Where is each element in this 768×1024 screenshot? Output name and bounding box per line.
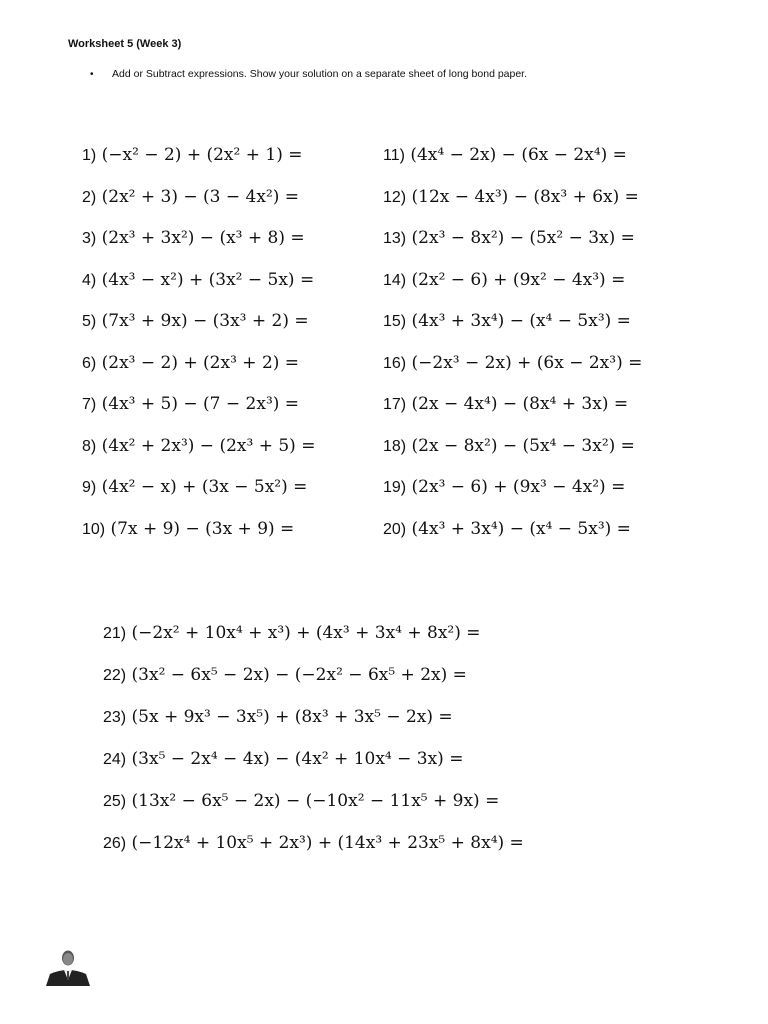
problem-item bbox=[383, 514, 743, 556]
problem-item bbox=[103, 786, 623, 828]
problem-item bbox=[103, 744, 623, 786]
problem-number: 6) bbox=[82, 354, 97, 372]
problem-expression: (−2x² + 10x⁴ + x³) + (4x³ + 3x⁴ + 8x²) = bbox=[131, 623, 481, 643]
problem-number: 13) bbox=[383, 230, 407, 247]
problem-number: 3) bbox=[82, 230, 97, 247]
problems-bottom-column bbox=[103, 618, 623, 870]
problem-expression: (4x² − x) + (3x − 5x²) = bbox=[101, 477, 308, 497]
problem-expression: (2x³ − 8x²) − (5x² − 3x) = bbox=[411, 228, 635, 248]
problem-item bbox=[383, 306, 743, 348]
problem-number: 9) bbox=[82, 479, 97, 496]
problem-number: 11) bbox=[383, 147, 405, 164]
problem-expression: (4x³ + 5) − (7 − 2x³) = bbox=[101, 394, 300, 414]
problems-right-column bbox=[383, 140, 743, 555]
instruction bbox=[90, 68, 527, 80]
problem-item bbox=[82, 182, 412, 224]
problem-item bbox=[383, 348, 743, 390]
problems-left-column bbox=[82, 140, 412, 555]
problem-expression: (5x + 9x³ − 3x⁵) + (8x³ + 3x⁵ − 2x) = bbox=[131, 707, 453, 727]
problem-number: 15) bbox=[383, 313, 407, 330]
problem-expression: (4x³ + 3x⁴) − (x⁴ − 5x³) = bbox=[411, 518, 631, 539]
problem-expression: (7x³ + 9x) − (3x³ + 2) = bbox=[101, 311, 309, 331]
problem-number: 24) bbox=[103, 751, 127, 768]
problem-expression: (3x² − 6x⁵ − 2x) − (−2x² − 6x⁵ + 2x) = bbox=[131, 665, 467, 685]
bullet-icon: • bbox=[90, 68, 94, 80]
problem-item bbox=[82, 265, 412, 307]
problem-number: 19) bbox=[383, 479, 407, 496]
problem-number: 26) bbox=[103, 835, 127, 852]
problem-item bbox=[103, 828, 623, 870]
problem-expression: (4x⁴ − 2x) − (6x − 2x⁴) = bbox=[410, 145, 627, 165]
problem-expression: (2x² − 6) + (9x² − 4x³) = bbox=[411, 269, 626, 290]
problem-item bbox=[383, 265, 743, 307]
problem-expression: (4x³ + 3x⁴) − (x⁴ − 5x³) = bbox=[411, 311, 631, 331]
problem-item bbox=[383, 182, 743, 224]
problem-expression: (2x² + 3) − (3 − 4x²) = bbox=[101, 186, 300, 207]
author-photo bbox=[44, 948, 92, 986]
problem-expression: (−12x⁴ + 10x⁵ + 2x³) + (14x³ + 23x⁵ + 8x⁴) = bbox=[131, 833, 524, 853]
problem-number: 18) bbox=[383, 437, 407, 455]
problem-number: 8) bbox=[82, 437, 97, 455]
problem-expression: (4x³ − x²) + (3x² − 5x) = bbox=[101, 269, 315, 290]
problem-item bbox=[82, 306, 412, 348]
problem-expression: (2x³ − 2) + (2x³ + 2) = bbox=[101, 352, 300, 373]
problem-item bbox=[103, 660, 623, 702]
worksheet-title: Worksheet 5 (Week 3) bbox=[68, 38, 182, 50]
problem-number: 21) bbox=[103, 625, 127, 642]
problem-expression: (13x² − 6x⁵ − 2x) − (−10x² − 11x⁵ + 9x) = bbox=[131, 791, 500, 811]
problem-item bbox=[383, 140, 743, 182]
problem-number: 22) bbox=[103, 667, 127, 684]
problem-item bbox=[383, 472, 743, 514]
problem-number: 2) bbox=[82, 188, 97, 206]
problem-expression: (4x² + 2x³) − (2x³ + 5) = bbox=[101, 435, 316, 456]
problem-number: 16) bbox=[383, 354, 407, 372]
instruction-text: Add or Subtract expressions. Show your solution on a separate sheet of long bond paper. bbox=[112, 68, 528, 80]
problem-expression: (2x³ + 3x²) − (x³ + 8) = bbox=[101, 228, 305, 248]
problem-number: 25) bbox=[103, 793, 127, 810]
problem-number: 14) bbox=[383, 271, 407, 289]
problem-number: 7) bbox=[82, 396, 97, 413]
problem-expression: (2x − 4x⁴) − (8x⁴ + 3x) = bbox=[411, 394, 629, 414]
problem-number: 12) bbox=[383, 188, 407, 206]
problem-expression: (12x − 4x³) − (8x³ + 6x) = bbox=[411, 186, 639, 207]
problem-number: 1) bbox=[82, 147, 97, 164]
problem-number: 17) bbox=[383, 396, 407, 413]
problem-item bbox=[82, 348, 412, 390]
problem-item bbox=[383, 223, 743, 265]
problem-expression: (2x − 8x²) − (5x⁴ − 3x²) = bbox=[411, 435, 635, 456]
problem-item bbox=[82, 431, 412, 473]
problem-number: 4) bbox=[82, 271, 97, 289]
problem-item bbox=[82, 514, 412, 556]
problem-number: 10) bbox=[82, 520, 106, 538]
problem-number: 5) bbox=[82, 313, 97, 330]
problem-item bbox=[103, 618, 623, 660]
problem-expression: (2x³ − 6) + (9x³ − 4x²) = bbox=[411, 477, 626, 497]
problem-expression: (−2x³ − 2x) + (6x − 2x³) = bbox=[411, 352, 643, 373]
problem-expression: (7x + 9) − (3x + 9) = bbox=[110, 518, 295, 539]
problem-item bbox=[82, 389, 412, 431]
problem-expression: (−x² − 2) + (2x² + 1) = bbox=[101, 145, 303, 165]
problem-item bbox=[383, 431, 743, 473]
problem-item bbox=[82, 472, 412, 514]
problem-item bbox=[383, 389, 743, 431]
problem-item bbox=[82, 223, 412, 265]
problem-expression: (3x⁵ − 2x⁴ − 4x) − (4x² + 10x⁴ − 3x) = bbox=[131, 749, 464, 769]
problem-number: 20) bbox=[383, 520, 407, 538]
problem-number: 23) bbox=[103, 709, 127, 726]
problem-item bbox=[103, 702, 623, 744]
problem-item bbox=[82, 140, 412, 182]
